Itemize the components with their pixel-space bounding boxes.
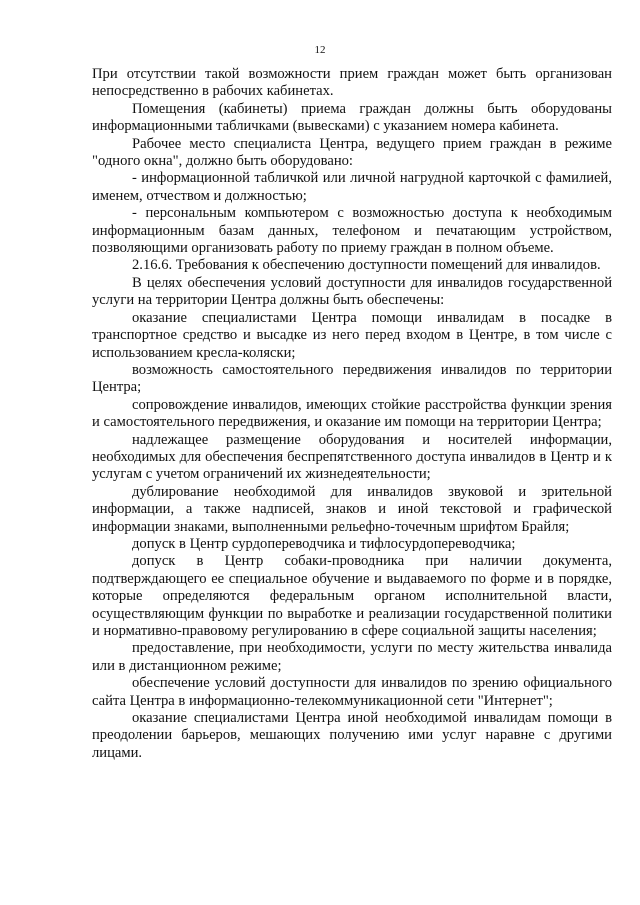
section-heading: 2.16.6. Требования к обеспечению доступности помещений для инвалидов.	[132, 257, 601, 274]
paragraph: Помещения (кабинеты) приема граждан должны быть оборудованы информационными табличками (вывесками) с указанием номера кабинета.	[92, 100, 612, 135]
list-item: сопровождение инвалидов, имеющих стойкие расстройства функции зрения и самостоятельного передвижения, и оказание им помощи на территории Центра;	[92, 396, 612, 431]
list-item: допуск в Центр сурдопереводчика и тифлосурдопереводчика;	[132, 535, 516, 552]
document-body	[92, 66, 612, 762]
paragraph: При отсутствии такой возможности прием граждан может быть организован непосредственно в рабочих кабинетах.	[92, 66, 612, 100]
list-item: оказание специалистами Центра иной необходимой инвалидам помощи в преодолении барьеров, мешающих получению ими услуг наравне с другими лицами.	[92, 710, 612, 761]
page-number: 12	[314, 44, 326, 56]
paragraph: Рабочее место специалиста Центра, ведущего прием граждан в режиме "одного окна", должно быть оборудовано:	[92, 135, 612, 170]
list-item: оказание специалистами Центра помощи инвалидам в посадке в транспортное средство и высадке из него перед входом в Центре, в том числе с использованием кресла-коляски;	[92, 309, 612, 361]
list-item: надлежащее размещение оборудования и носителей информации, необходимых для обеспечения беспрепятственного доступа инвалидов в Центр и к услугам с учетом ограничений их жизнедеятельности;	[92, 431, 612, 483]
list-item: - персональным компьютером с возможностью доступа к необходимым информационным базам данных, телефоном и печатающим устройством, позволяющими организовать работу по приему граждан в полном объеме.	[92, 205, 612, 257]
paragraph: В целях обеспечения условий доступности для инвалидов государственной услуги на территории Центра должны быть обеспечены:	[92, 274, 612, 309]
list-item: возможность самостоятельного передвижения инвалидов по территории Центра;	[92, 361, 612, 396]
list-item: предоставление, при необходимости, услуги по месту жительства инвалида или в дистанционном режиме;	[92, 640, 612, 674]
list-item: обеспечение условий доступности для инвалидов по зрению официального сайта Центра в информационно-телекоммуникационной сети "Интернет";	[92, 675, 612, 709]
list-item: - информационной табличкой или личной нагрудной карточкой с фамилией, именем, отчеством и должностью;	[92, 170, 612, 204]
list-item: допуск в Центр собаки-проводника при наличии документа, подтверждающего ее специальное обучение и выдаваемого по форме и в порядке, которые определяются федеральным органом исполнительной власти, осуществляющим функции по выработке и реализации государственной политики и нормативно-правовому регулированию в сфере социальной защиты населения;	[92, 553, 612, 639]
list-item: дублирование необходимой для инвалидов звуковой и зрительной информации, а также надписей, знаков и иной текстовой и графической информации знаками, выполненными рельефно-точечным шрифтом Брайля;	[92, 483, 612, 535]
